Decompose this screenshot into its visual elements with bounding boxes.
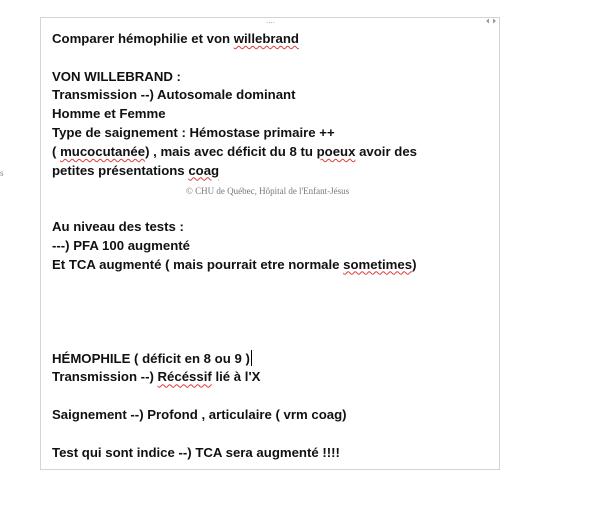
spellcheck-word: Récéssif bbox=[157, 369, 212, 385]
tests-pfa: ---) PFA 100 augmenté bbox=[52, 237, 191, 253]
blank-line bbox=[52, 331, 491, 350]
spellcheck-word: willebrand bbox=[233, 31, 299, 46]
hemo-transmission: Transmission --) Récéssif lié à l'X bbox=[52, 369, 261, 385]
blank-line bbox=[52, 274, 491, 293]
left-edge-text: s bbox=[0, 168, 4, 178]
blank-line bbox=[52, 425, 491, 444]
note-text-body[interactable] bbox=[52, 30, 491, 462]
spellcheck-word: mucocutanée bbox=[60, 143, 146, 159]
spellcheck-word: coag bbox=[188, 162, 220, 178]
hemo-test: Test qui sont indice --) TCA sera augmenté !!!! bbox=[52, 444, 340, 460]
drag-handle[interactable]: .... bbox=[266, 16, 275, 25]
vw-mucocutaneous-line: ( mucocutanée) , mais avec déficit du 8 tu poeux avoir des bbox=[52, 143, 417, 159]
hemo-header: HÉMOPHILE ( déficit en 8 ou 9 ) bbox=[52, 350, 250, 366]
spellcheck-word: poeux bbox=[316, 143, 356, 159]
vw-sex: Homme et Femme bbox=[52, 106, 166, 122]
blank-line bbox=[52, 293, 491, 312]
blank-line bbox=[52, 312, 491, 331]
vw-small-presentations: petites présentations coag bbox=[52, 162, 220, 178]
text-caret bbox=[251, 350, 252, 366]
hemo-bleeding: Saignement --) Profond , articulaire ( vrm coag) bbox=[52, 406, 347, 422]
expand-icon[interactable] bbox=[486, 18, 496, 24]
blank-line bbox=[52, 387, 491, 406]
tests-header: Au niveau des tests : bbox=[52, 218, 184, 234]
spellcheck-word: sometimes bbox=[343, 256, 413, 272]
vw-bleeding-type: Type de saignement : Hémostase primaire ++ bbox=[52, 124, 335, 140]
note-title: Comparer hémophilie et von willebrand bbox=[52, 31, 299, 46]
blank-line bbox=[52, 49, 491, 68]
copyright-watermark: © CHU de Québec, Hôpital de l'Enfant-Jésus bbox=[186, 186, 350, 196]
vw-transmission: Transmission --) Autosomale dominant bbox=[52, 87, 296, 103]
blank-line bbox=[52, 199, 491, 218]
note-container[interactable] bbox=[40, 17, 500, 470]
tests-tca: Et TCA augmenté ( mais pourrait etre normale sometimes) bbox=[52, 256, 417, 272]
vw-header: VON WILLEBRAND : bbox=[52, 68, 181, 84]
